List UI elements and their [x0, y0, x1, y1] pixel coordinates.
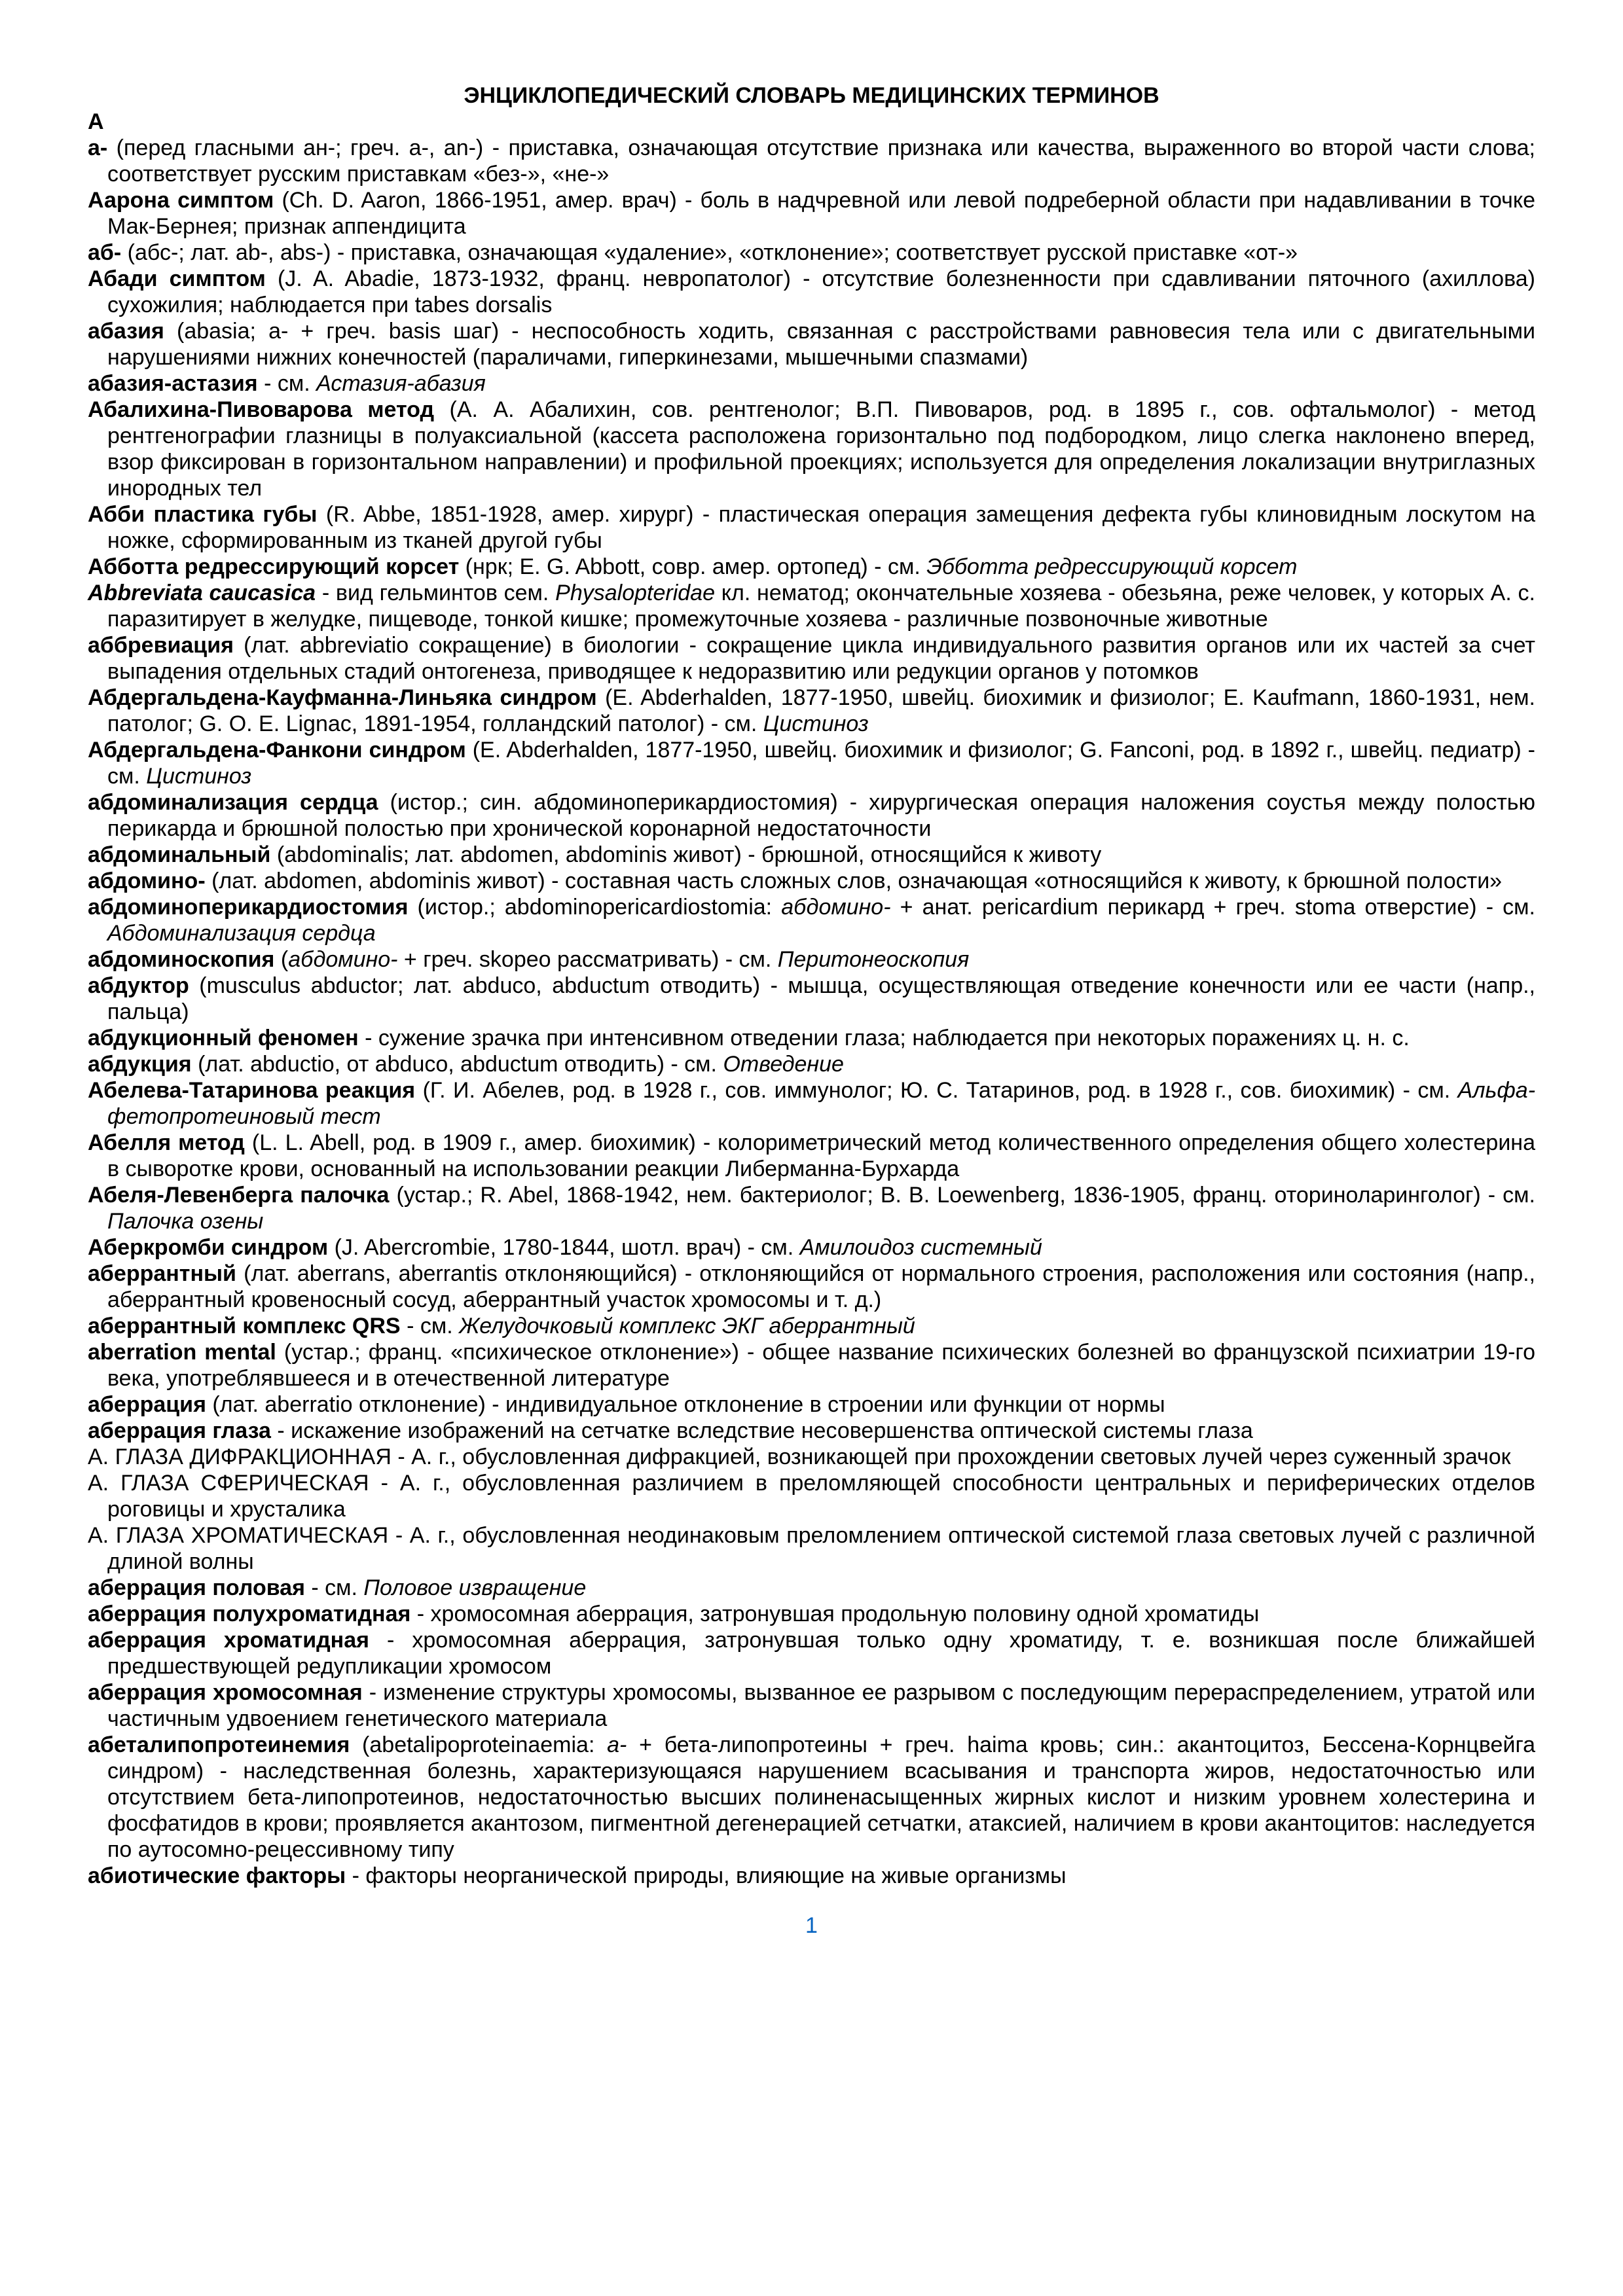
entry-text: (лат. abdomen, abdominis живот) - составная часть сложных слов, означающая «относящийся к животу, к брюшной полости»: [205, 869, 1503, 893]
dictionary-entry: [88, 1313, 1535, 1339]
entry-term: Аарона симптом: [88, 188, 274, 213]
dictionary-entry: [88, 1444, 1535, 1470]
dictionary-entry: [88, 397, 1535, 501]
entry-text: (R. Abbe, 1851-1928, амер. хирург) - пластическая операция замещения дефекта губы клиновидным лоскутом на ножке, сформированным из тканей другой губы: [107, 502, 1535, 553]
entry-term: Абби пластика губы: [88, 502, 318, 527]
entry-text: Амилоидоз системный: [799, 1235, 1042, 1260]
entry-text: (Ch. D. Aaron, 1866-1951, амер. врач) - боль в надчревной или левой подреберной области при надавливании в точке Мак-Бернея; признак аппендицита: [107, 188, 1535, 239]
entry-term: aberration mental: [88, 1340, 276, 1365]
dictionary-entry: [88, 1234, 1535, 1261]
entry-term: А. ГЛАЗА СФЕРИЧЕСКАЯ - А. г., обусловленная различием в преломляющей способности центральных и периферических отделов роговицы и хрусталика: [88, 1471, 1535, 1522]
entry-term: Абади симптом: [88, 266, 266, 291]
entry-term: абдоминоперикардиостомия: [88, 895, 409, 920]
entry-term: аб-: [88, 240, 122, 265]
dictionary-entry: [88, 868, 1535, 894]
dictionary-entry: [88, 1391, 1535, 1418]
entry-text: + анат. pericardium перикард + греч. stoma отверстие) - см.: [890, 895, 1535, 920]
entry-text: Половое извращение: [363, 1575, 587, 1600]
entry-term: Абеля-Левенберга палочка: [88, 1183, 390, 1208]
entry-term: абдоминализация сердца: [88, 790, 378, 815]
dictionary-entry: [88, 240, 1535, 266]
entry-text: (нрк; E. G. Abbott, совр. амер. ортопед) - см.: [459, 554, 927, 579]
dictionary-entry: [88, 789, 1535, 842]
entry-term: аберрация глаза: [88, 1418, 271, 1443]
entry-term: аберрация половая: [88, 1575, 305, 1600]
dictionary-entry: [88, 737, 1535, 789]
entry-term: абазия: [88, 319, 164, 344]
entry-term: Абалихина-Пивоварова метод: [88, 397, 435, 422]
dictionary-entry: [88, 187, 1535, 240]
dictionary-entry: [88, 946, 1535, 973]
entry-text: - см.: [304, 1575, 364, 1600]
entry-term: абеталипопротеинемия: [88, 1732, 350, 1757]
dictionary-entry: [88, 973, 1535, 1025]
entry-text: (перед гласными ан-; греч. а-, an-) - приставка, означающая отсутствие признака или качества, выраженного во второй части слова; соответствует русским приставкам «без-», «не-»: [107, 135, 1535, 187]
entry-text: - искажение изображений на сетчатке вследствие несовершенства оптической системы глаза: [270, 1418, 1253, 1443]
dictionary-entry: [88, 1575, 1535, 1601]
entry-text: (лат. aberrans, aberrantis отклоняющийся) - отклоняющийся от нормального строения, расположения или состояния (напр., аберрантный кровеносный сосуд, аберрантный участок хромосомы и т. д.): [107, 1261, 1535, 1312]
dictionary-entry: [88, 1863, 1535, 1889]
entry-text: (А. А. Абалихин, сов. рентгенолог; В.П. Пивоваров, род. в 1895 г., сов. офтальмолог) - метод рентгенографии глазницы в полуаксиальной (кассета расположена горизонтально под подбородком, лицо слегка наклонено вперед, взор фиксирован в горизонтальном направлении) и профильной проекциях; используется для определения локализации внутриглазных инородных тел: [107, 397, 1535, 501]
dictionary-entry: [88, 894, 1535, 946]
entry-text: (абс-; лат. ab-, abs-) - приставка, означающая «удаление», «отклонение»; соответствует русской приставке «от-»: [121, 240, 1298, 265]
entry-text: (: [274, 947, 289, 972]
entry-text: - хромосомная аберрация, затронувшая продольную половину одной хроматиды: [410, 1602, 1260, 1626]
dictionary-entry: [88, 1077, 1535, 1130]
entry-term: абдоминоскопия: [88, 947, 275, 972]
entry-text: (L. L. Abell, род. в 1909 г., амер. биохимик) - колориметрический метод количественного определения общего холестерина в сыворотке крови, основанный на использовании реакции Либерманна-Бурхарда: [107, 1130, 1535, 1181]
entry-text: - хромосомная аберрация, затронувшая только одну хроматиду, т. е. возникшая после ближайшей предшествующей редупликации хромосом: [107, 1628, 1535, 1679]
entry-term: Абдергальдена-Фанкони синдром: [88, 738, 466, 762]
entry-text: Астазия-абазия: [316, 371, 486, 396]
entry-term: аберрантный комплекс QRS: [88, 1314, 401, 1338]
dictionary-entry: [88, 1418, 1535, 1444]
entry-text: - факторы неорганической природы, влияющие на живые организмы: [346, 1863, 1067, 1888]
entry-text: Желудочковый комплекс ЭКГ аберрантный: [459, 1314, 915, 1338]
dictionary-entry: [88, 554, 1535, 580]
entry-term: Абботта редрессирующий корсет: [88, 554, 460, 579]
entry-text: кл. нематод; окончательные хозяева - обезьяна, реже человек, у которых А. с. паразитирует в желудке, пищеводе, тонкой кишке; промежуточные хозяева - различные позвоночные животные: [107, 581, 1535, 632]
entry-text: - вид гельминтов сем.: [316, 581, 556, 605]
page-number: 1: [805, 1913, 818, 1938]
entry-text: (Г. И. Абелев, род. в 1928 г., сов. иммунолог; Ю. С. Татаринов, род. в 1928 г., сов. биохимик) - см.: [415, 1078, 1458, 1103]
entry-text: Physalopteridae: [555, 581, 715, 605]
entry-text: Перитонеоскопия: [777, 947, 970, 972]
dictionary-entry: [88, 1051, 1535, 1077]
entry-term: Аберкромби синдром: [88, 1235, 329, 1260]
entry-term: абиотические факторы: [88, 1863, 346, 1888]
entry-text: (устар.; R. Abel, 1868-1942, нем. бактериолог; B. B. Loewenberg, 1836-1905, франц. оториноларинголог) - см.: [389, 1183, 1535, 1208]
entry-text: абдомино-: [288, 947, 398, 972]
entry-text: - изменение структуры хромосомы, вызванное ее разрывом с последующим перераспределением, утратой или частичным удвоением генетического материала: [107, 1680, 1536, 1731]
page-title: ЭНЦИКЛОПЕДИЧЕСКИЙ СЛОВАРЬ МЕДИЦИНСКИХ ТЕРМИНОВ: [464, 83, 1159, 108]
dictionary-entry: [88, 685, 1535, 737]
entry-text: + греч. skopeo рассматривать) - см.: [397, 947, 778, 972]
dictionary-entry: [88, 1339, 1535, 1391]
dictionary-entry: [88, 1025, 1535, 1051]
entry-text: (J. Abercrombie, 1780-1844, шотл. врач) - см.: [328, 1235, 800, 1260]
entry-text: - см.: [400, 1314, 460, 1338]
entries-list: [88, 135, 1535, 1889]
dictionary-entry: [88, 370, 1535, 397]
entry-term: абдуктор: [88, 973, 189, 998]
entry-text: Цистиноз: [763, 711, 869, 736]
entry-term: аберрация хромосомная: [88, 1680, 363, 1705]
entry-text: Палочка озены: [107, 1209, 264, 1234]
entry-term: А. ГЛАЗА ДИФРАКЦИОННАЯ - А. г., обусловленная дифракцией, возникающей при прохождении световых лучей через суженный зрачок: [88, 1444, 1511, 1469]
dictionary-entry: [88, 1470, 1535, 1522]
entry-text: (E. Abderhalden, 1877-1950, швейц. биохимик и физиолог; E. Kaufmann, 1860-1931, нем. патолог; G. O. E. Lignac, 1891-1954, голландский патолог) - см.: [107, 685, 1535, 736]
entry-text: Абдоминализация сердца: [107, 921, 376, 946]
dictionary-entry: [88, 1679, 1535, 1732]
entry-term: абдукция: [88, 1052, 192, 1077]
entry-text: (лат. aberratio отклонение) - индивидуальное отклонение в строении или функции от нормы: [206, 1392, 1165, 1417]
dictionary-entry: [88, 318, 1535, 370]
entry-text: Альфа-фетопротеиновый тест: [107, 1078, 1536, 1129]
entry-term: абдукционный феномен: [88, 1026, 359, 1050]
entry-text: абдомино-: [781, 895, 891, 920]
dictionary-entry: [88, 632, 1535, 685]
entry-term: абазия-астазия: [88, 371, 258, 396]
entry-term: аберрация: [88, 1392, 206, 1417]
entry-term: Абелля метод: [88, 1130, 245, 1155]
entry-text: (J. A. Abadie, 1873-1932, франц. невропатолог) - отсутствие болезненности при сдавливании пяточного (ахиллова) сухожилия; наблюдается при tabes dorsalis: [107, 266, 1535, 317]
dictionary-entry: [88, 1130, 1535, 1182]
entry-text: (musculus abductor; лат. abduco, abductum отводить) - мышца, осуществляющая отведение конечности или ее части (напр., пальца): [107, 973, 1535, 1024]
entry-text: (E. Abderhalden, 1877-1950, швейц. биохимик и физиолог; G. Fanconi, род. в 1892 г., швейц. педиатр) - см.: [107, 738, 1536, 789]
entry-term: аббревиация: [88, 633, 234, 658]
entry-term: аберрантный: [88, 1261, 236, 1286]
dictionary-entry: [88, 501, 1535, 554]
dictionary-entry: [88, 135, 1535, 187]
entry-text: Цистиноз: [146, 764, 252, 789]
entry-text: + бета-липопротеины + греч. haima кровь; син.: акантоцитоз, Бессена-Корнцвейга синдром) - наследственная болезнь, характеризующаяся нарушением всасывания и транспорта жиров, недостаточностью или отсутствием бета-липопротеинов, недостаточностью высших полиненасыщенных жирных кислот и низким уровнем холестерина и фосфатидов в крови; проявляется акантозом, пигментной дегенерацией сетчатки, атаксией, наличием в крови акантоцитов: наследуется по аутосомно-рецессивному типу: [107, 1732, 1536, 1862]
entry-term: а-: [88, 135, 108, 160]
entry-text: - сужение зрачка при интенсивном отведении глаза; наблюдается при некоторых поражениях ц. н. с.: [358, 1026, 1410, 1050]
entry-text: (лат. abbreviatio сокращение) в биологии - сокращение цикла индивидуального развития органов или их частей за счет выпадения отдельных стадий онтогенеза, приводящее к недоразвитию или редукции органов у потомков: [107, 633, 1535, 684]
dictionary-entry: [88, 1627, 1535, 1679]
entry-text: - см.: [257, 371, 317, 396]
dictionary-entry: [88, 1182, 1535, 1234]
entry-text: (abdominalis; лат. abdomen, abdominis живот) - брюшной, относящийся к животу: [270, 842, 1102, 867]
entry-term: аберрация хроматидная: [88, 1628, 369, 1653]
dictionary-entry: [88, 1261, 1535, 1313]
dictionary-entry: [88, 842, 1535, 868]
entry-text: а-: [607, 1732, 627, 1757]
entry-term: А. ГЛАЗА ХРОМАТИЧЕСКАЯ - А. г., обусловленная неодинаковым преломлением оптической системой глаза световых лучей с различной длиной волны: [88, 1523, 1535, 1574]
entry-term: абдоминальный: [88, 842, 271, 867]
dictionary-entry: [88, 580, 1535, 632]
entry-term: аберрация полухроматидная: [88, 1602, 411, 1626]
entry-term: Абдергальдена-Кауфманна-Линьяка синдром: [88, 685, 597, 710]
entry-text: Отведение: [723, 1052, 844, 1077]
entry-text: (истор.; abdominopericardiostomia:: [408, 895, 782, 920]
dictionary-entry: [88, 1732, 1535, 1863]
entry-term: Abbreviata caucasica: [88, 581, 316, 605]
dictionary-entry: [88, 1601, 1535, 1627]
entry-text: (abetalipoproteinaemia:: [350, 1732, 608, 1757]
entry-text: (abasia; а- + греч. basis шаг) - неспособность ходить, связанная с расстройствами равновесия тела или с двигательными нарушениями нижних конечностей (параличами, гиперкинезами, мышечными спазмами): [107, 319, 1535, 370]
entry-term: Абелева-Татаринова реакция: [88, 1078, 416, 1103]
entry-text: (истор.; син. абдоминоперикардиостомия) - хирургическая операция наложения соустья между полостью перикарда и брюшной полостью при хронической коронарной недостаточности: [107, 790, 1535, 841]
dictionary-entry: [88, 266, 1535, 318]
entry-term: абдомино-: [88, 869, 206, 893]
section-letter: А: [88, 109, 104, 134]
entry-text: (устар.; франц. «психическое отклонение») - общее название психических болезней во французской психиатрии 19-го века, употреблявшееся и в отечественной литературе: [107, 1340, 1535, 1391]
entry-text: (лат. abductio, от abduco, abductum отводить) - см.: [191, 1052, 723, 1077]
dictionary-entry: [88, 1522, 1535, 1575]
entry-text: Эбботта редрессирующий корсет: [926, 554, 1298, 579]
